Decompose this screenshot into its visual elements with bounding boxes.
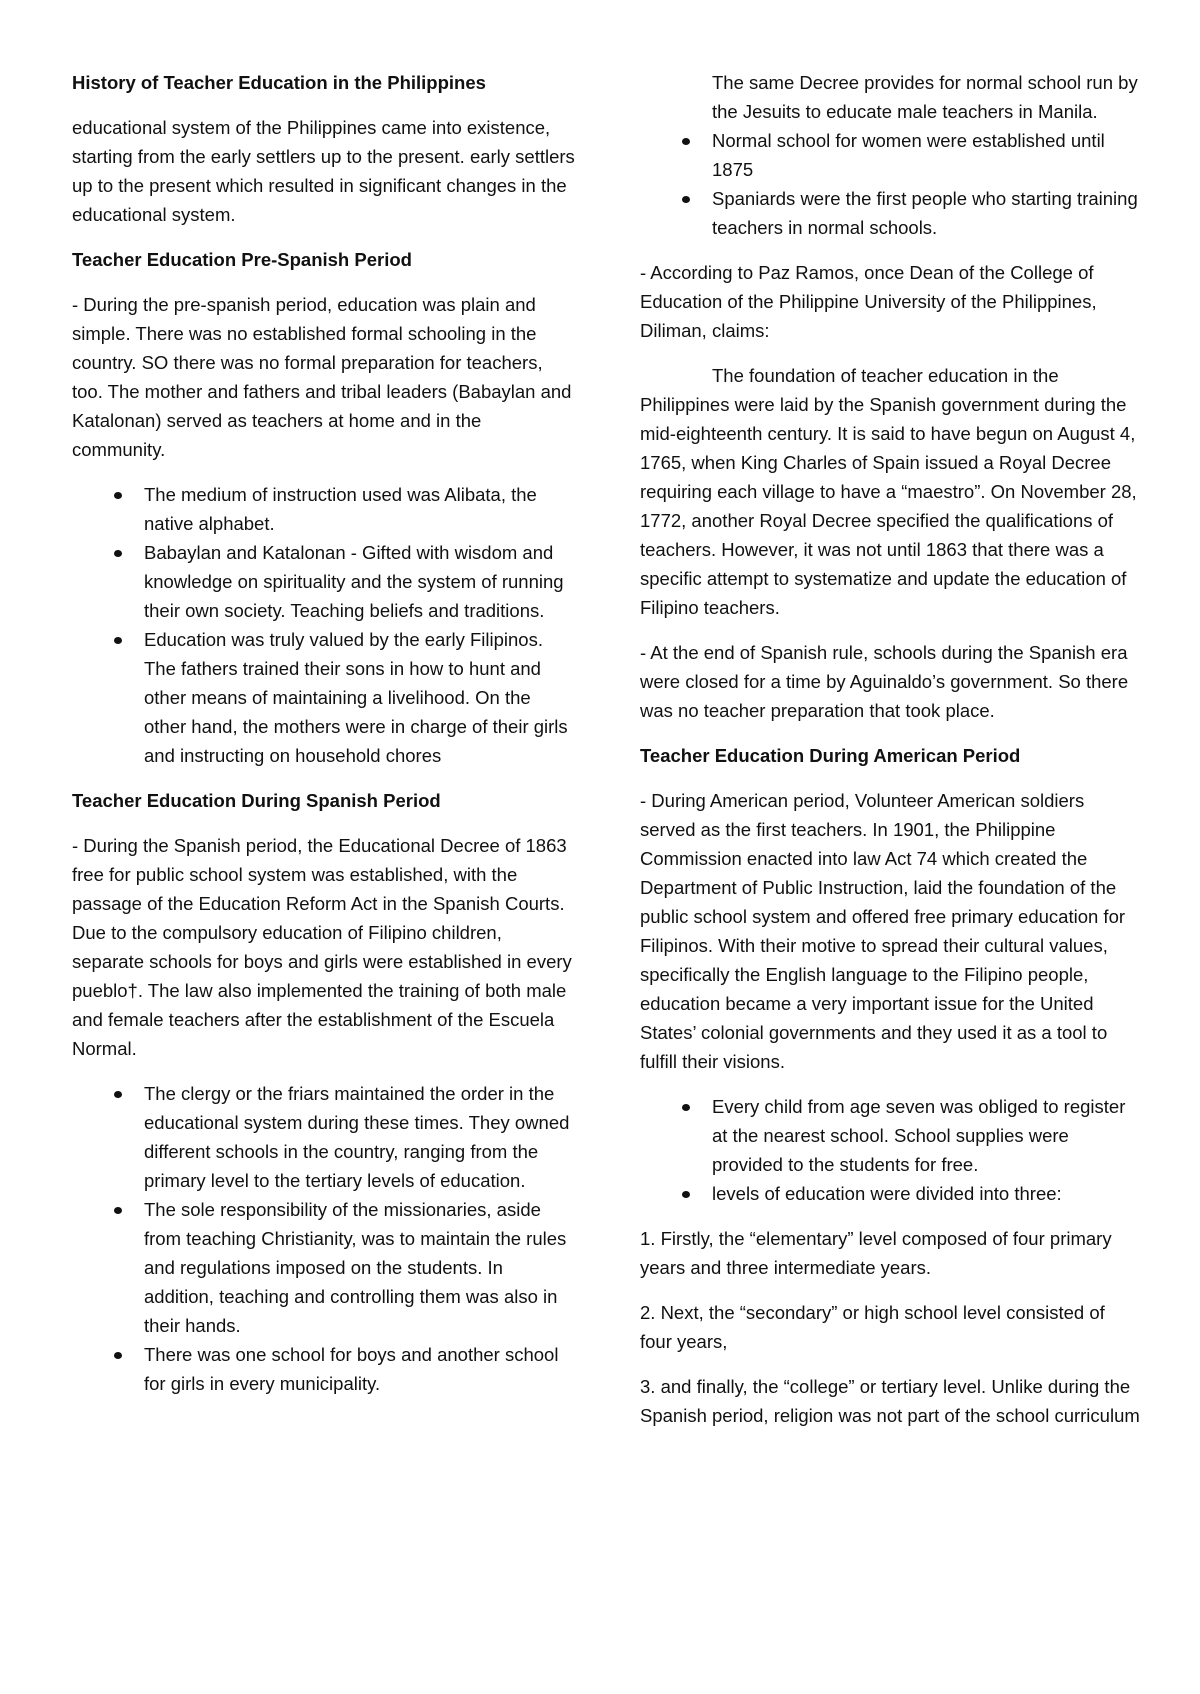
list-item-text: Babaylan and Katalonan - Gifted with wisdom and knowledge on spirituality and the system of running their own society. Teaching beliefs and traditions. bbox=[144, 542, 564, 621]
list-item bbox=[144, 1195, 577, 1340]
bullet-icon bbox=[114, 1207, 122, 1214]
bullet-icon bbox=[114, 1091, 122, 1098]
ramos-quote-paragraph: The foundation of teacher education in the Philippines were laid by the Spanish government during the mid-eighteenth century. It is said to have begun on August 4, 1765, when King Charles of Spain issued a Royal Decree requiring each village to have a “maestro”. On November 28, 1772, another Royal Decree specified the qualifications of teachers. However, it was not until 1863 that there was a specific attempt to systematize and update the education of Filipino teachers. bbox=[640, 365, 1137, 618]
level-college-paragraph: 3. and finally, the “college” or tertiary level. Unlike during the Spanish period, religion was not part of the school curriculum bbox=[640, 1376, 1140, 1426]
ramos-intro-paragraph: - According to Paz Ramos, once Dean of the College of Education of the Philippine University of the Philippines, Diliman, claims: bbox=[640, 262, 1097, 341]
list-item bbox=[712, 1179, 1140, 1208]
bullet-icon bbox=[682, 1191, 690, 1198]
list-item bbox=[144, 538, 577, 625]
list-item bbox=[144, 1079, 577, 1195]
list-item-text: There was one school for boys and another school for girls in every municipality. bbox=[144, 1344, 559, 1394]
end-spanish-paragraph: - At the end of Spanish rule, schools during the Spanish era were closed for a time by Aguinaldo’s government. So there was no teacher preparation that took place. bbox=[640, 642, 1129, 721]
list-item bbox=[712, 126, 1140, 184]
bullet-icon bbox=[682, 196, 690, 203]
bullet-icon bbox=[114, 1352, 122, 1359]
continued-paragraph: The same Decree provides for normal school run by the Jesuits to educate male teachers in Manila. bbox=[712, 72, 1138, 122]
spanish-bullet-list bbox=[72, 1079, 577, 1398]
left-column bbox=[72, 68, 577, 1414]
american-bullet-list bbox=[640, 1092, 1140, 1208]
list-item-text: levels of education were divided into three: bbox=[712, 1183, 1062, 1204]
normal-school-bullet-list bbox=[640, 126, 1140, 242]
right-column bbox=[640, 68, 1140, 1446]
bullet-icon bbox=[682, 138, 690, 145]
pre-spanish-heading: Teacher Education Pre-Spanish Period bbox=[72, 249, 412, 270]
list-item bbox=[144, 480, 577, 538]
list-item-text: The clergy or the friars maintained the order in the educational system during these times. They owned different schools in the country, ranging from the primary level to the tertiary levels of education. bbox=[144, 1083, 570, 1191]
spanish-paragraph: - During the Spanish period, the Educational Decree of 1863 free for public school system was established, with the passage of the Education Reform Act in the Spanish Courts. Due to the compulsory education of Filipino children, separate schools for boys and girls were established in every pueblo†. The law also implemented the training of both male and female teachers after the establishment of the Escuela Normal. bbox=[72, 835, 572, 1059]
list-item-text: Normal school for women were established until 1875 bbox=[712, 130, 1105, 180]
list-item bbox=[144, 625, 577, 770]
bullet-icon bbox=[114, 637, 122, 644]
document-title: History of Teacher Education in the Philippines bbox=[72, 72, 486, 93]
pre-spanish-bullet-list bbox=[72, 480, 577, 770]
list-item bbox=[712, 1092, 1140, 1179]
list-item-text: The medium of instruction used was Alibata, the native alphabet. bbox=[144, 484, 537, 534]
level-elementary-paragraph: 1. Firstly, the “elementary” level composed of four primary years and three intermediate years. bbox=[640, 1228, 1112, 1278]
american-heading: Teacher Education During American Period bbox=[640, 745, 1021, 766]
list-item-text: The sole responsibility of the missionaries, aside from teaching Christianity, was to maintain the rules and regulations imposed on the students. In addition, teaching and controlling them was also in their hands. bbox=[144, 1199, 567, 1336]
list-item-text: Every child from age seven was obliged to register at the nearest school. School supplies were provided to the students for free. bbox=[712, 1096, 1126, 1175]
list-item bbox=[712, 184, 1140, 242]
list-item-text: Spaniards were the first people who starting training teachers in normal schools. bbox=[712, 188, 1138, 238]
level-secondary-paragraph: 2. Next, the “secondary” or high school level consisted of four years, bbox=[640, 1302, 1105, 1352]
pre-spanish-paragraph: - During the pre-spanish period, education was plain and simple. There was no established formal schooling in the country. SO there was no formal preparation for teachers, too. The mother and fathers and tribal leaders (Babaylan and Katalonan) served as teachers at home and in the community. bbox=[72, 294, 572, 460]
list-item bbox=[144, 1340, 577, 1398]
intro-paragraph: educational system of the Philippines came into existence, starting from the early settlers up to the present. early settlers up to the present which resulted in significant changes in the educational system. bbox=[72, 117, 575, 225]
list-item-text: Education was truly valued by the early Filipinos. The fathers trained their sons in how to hunt and other means of maintaining a livelihood. On the other hand, the mothers were in charge of their girls and instructing on household chores bbox=[144, 629, 568, 766]
spanish-heading: Teacher Education During Spanish Period bbox=[72, 790, 441, 811]
american-paragraph: - During American period, Volunteer American soldiers served as the first teachers. In 1901, the Philippine Commission enacted into law Act 74 which created the Department of Public Instruction, laid the foundation of the public school system and offered free primary education for Filipinos. With their motive to spread their cultural values, specifically the English language to the Filipino people, education became a very important issue for the United States’ colonial governments and they used it as a tool to fulfill their visions. bbox=[640, 790, 1126, 1072]
bullet-icon bbox=[682, 1104, 690, 1111]
bullet-icon bbox=[114, 550, 122, 557]
bullet-icon bbox=[114, 492, 122, 499]
